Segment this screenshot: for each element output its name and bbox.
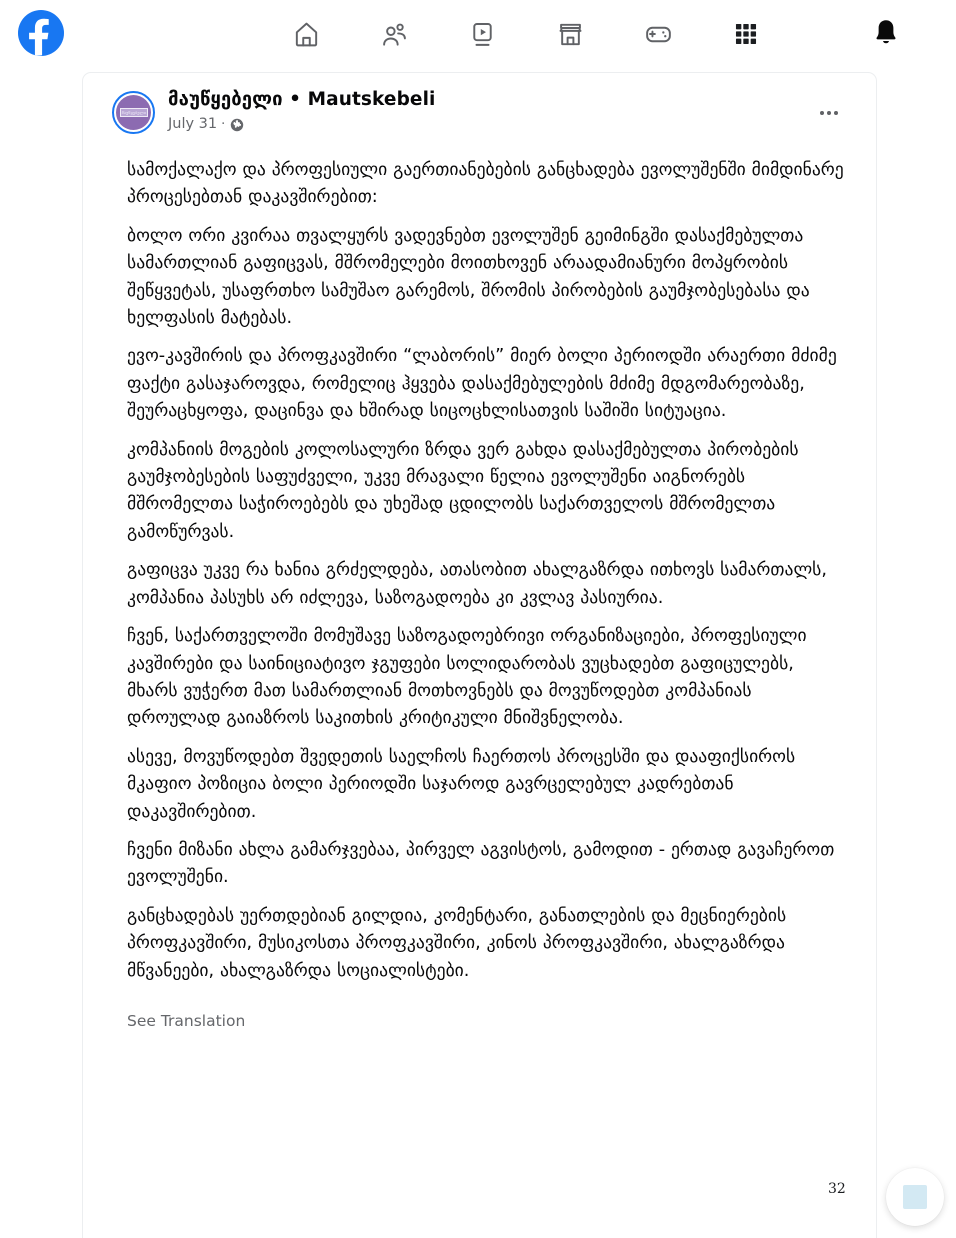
nav-icon-group bbox=[262, 8, 902, 60]
meta-separator: · bbox=[221, 117, 226, 132]
video-icon bbox=[468, 20, 497, 49]
floating-action-button[interactable] bbox=[886, 1168, 944, 1226]
post-timestamp[interactable]: July 31 bbox=[168, 116, 218, 132]
home-icon bbox=[292, 20, 321, 49]
avatar-badge bbox=[120, 108, 148, 117]
notifications-button[interactable] bbox=[864, 12, 908, 56]
nav-video-button[interactable] bbox=[438, 9, 526, 59]
nav-gaming-button[interactable] bbox=[614, 9, 702, 59]
post-author-block bbox=[168, 88, 435, 134]
facebook-logo-icon[interactable] bbox=[17, 9, 65, 57]
post-paragraph: სამოქალაქო და პროფესიული გაერთიანებების განცხადება ევოლუშენში მიმდინარე პროცესებთან დაკავშირებით: bbox=[127, 160, 844, 208]
friends-icon bbox=[380, 20, 409, 49]
post-paragraph: განცხადებას უერთდებიან გილდია, კომენტარი, განათლების და მეცნიერების პროფკავშირი, მუსიკოსთა პროფკავშირი, კინოს პროფკავშირი, ახალგაზრდა მწვანეები, ახალგაზრდა სოციალისტები. bbox=[127, 905, 787, 981]
gaming-controller-icon bbox=[644, 20, 673, 49]
post-paragraph: გაფიცვა უკვე რა ხანია გრძელდება, ათასობით ახალგაზრდა ითხოვს სამართალს, კომპანია პასუხს არ იძლევა, საზოგადოება კი კვლავ პასიურია. bbox=[127, 560, 827, 608]
square-placeholder-icon bbox=[903, 1185, 927, 1209]
nav-marketplace-button[interactable] bbox=[526, 9, 614, 59]
post-paragraph: ჩვენ, საქართველოში მომუშავე საზოგადოებრივი ორგანიზაციები, პროფესიული კავშირები და საინიციატივო ჯგუფები სოლიდარობას ვუცხადებთ გაფიცულებს, მხარს ვუჭერთ მათ სამართლიან მოთხოვნებს და მოვუწოდებთ კომპანიას დროულად გაიაზროს საკითხის კრიტიკული მნიშვნელობა. bbox=[127, 626, 807, 729]
post-card bbox=[82, 72, 877, 1238]
nav-menu-button[interactable] bbox=[702, 9, 790, 59]
dot bbox=[827, 111, 831, 115]
dot bbox=[834, 111, 838, 115]
globe-public-icon[interactable] bbox=[230, 118, 244, 132]
post-paragraph: კომპანიის მოგების კოლოსალური ზრდა ვერ გახდა დასაქმებულთა პირობების გაუმჯობესების საფუძველი, უკვე მრავალი წელია ევოლუშენი აიგნორებს მშრომელთა საჭიროებებს და უხეშად ცდილობს საქართველოს მშრომელთა გამოწურვას. bbox=[127, 439, 799, 542]
top-navigation-bar bbox=[0, 0, 956, 68]
post-paragraph: ჩვენი მიზანი ახლა გამარჯვებაა, პირველ აგვისტოს, გამოდით - ერთად გავაჩეროთ ევოლუშენი. bbox=[127, 839, 835, 888]
post-paragraph: ასევე, მოვუწოდებთ შვედეთის საელჩოს ჩაერთოს პროცესში და დააფიქსიროს მკაფიო პოზიცია ბოლი პერიოდში საჯაროდ გავრცელებულ კადრებთან დაკავშირებით. bbox=[127, 746, 796, 822]
nav-home-button[interactable] bbox=[262, 9, 350, 59]
post-author-name[interactable]: მაუწყებელი • Mautskebeli bbox=[168, 89, 436, 110]
page-avatar bbox=[116, 95, 151, 130]
post-paragraph: ევო-კავშირის და პროფკავშირი “ლაბორის” მიერ ბოლი პერიოდში არაერთი მძიმე ფაქტი გასაჯაროვდა, რომელიც ჰყვება დასაქმებულების მძიმე მდგომარეობაზე, შეურაცხყოფა, დაცინვა და ხშირად სიცოცხლისათვის საშიში სიტუაცია. bbox=[127, 346, 837, 422]
dot bbox=[820, 111, 824, 115]
bell-icon bbox=[871, 17, 901, 51]
see-translation-link[interactable]: See Translation bbox=[127, 1011, 246, 1030]
post-meta bbox=[168, 115, 435, 134]
nav-friends-button[interactable] bbox=[350, 9, 438, 59]
marketplace-icon bbox=[556, 20, 585, 49]
page-number: 32 bbox=[828, 1181, 846, 1197]
post-header bbox=[99, 89, 860, 151]
more-options-icon[interactable] bbox=[812, 96, 846, 130]
post-body bbox=[83, 157, 876, 1030]
post-paragraph: ბოლო ორი კვირაა თვალყურს ვადევნებთ ევოლუშენ გეიმინგში დასაქმებულთა სამართლიან გაფიცვას, მშრომელები მოითხოვენ არაადამიანური მოპყრობის შეწყვეტას, უსაფრთხო სამუშაო გარემოს, შრომის პირობების გაუმჯობესებასა და ხელფასის მატებას. bbox=[127, 225, 810, 329]
grid-menu-icon bbox=[732, 20, 760, 48]
avatar-badge-label: მაუწყებელი bbox=[121, 110, 146, 115]
avatar[interactable] bbox=[112, 91, 155, 134]
